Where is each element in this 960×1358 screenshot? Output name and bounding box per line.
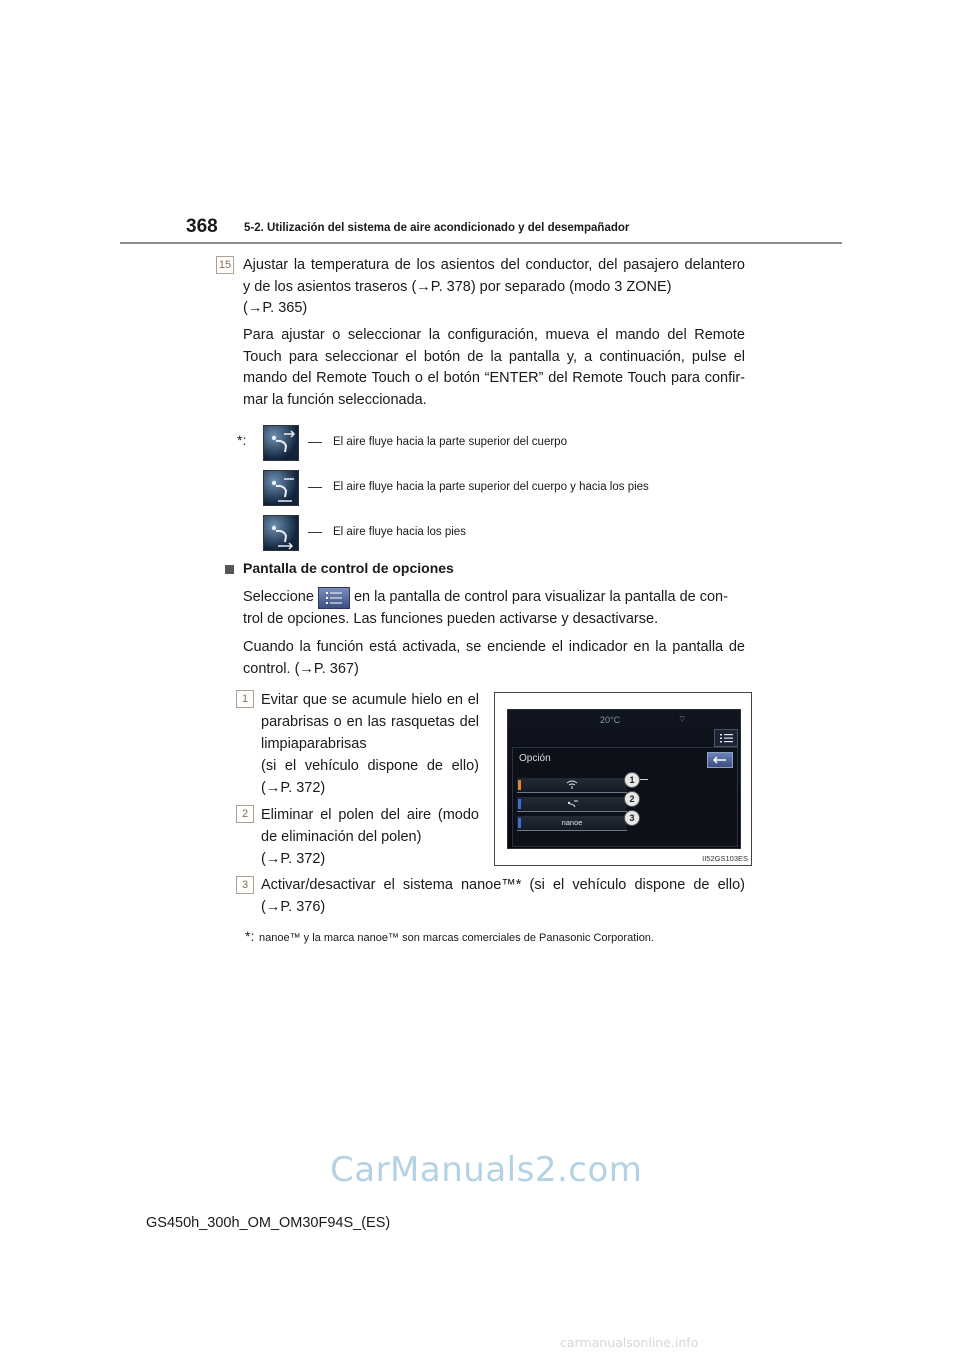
option-2-text: [261, 804, 479, 870]
item-15-line: (→P. 365): [243, 300, 308, 316]
airflow-dash: [308, 532, 322, 533]
panel-row-pollen: [517, 797, 627, 812]
option-1-line: Evitar que se acumule hielo en el: [261, 692, 479, 708]
callout-1: 1: [624, 772, 640, 788]
option-2-line: Eliminar el polen del aire (modo: [261, 807, 479, 823]
options-line-4: control. (→P. 367): [243, 660, 359, 677]
airflow-text-upper-feet: El aire fluye hacia la parte superior del cuerpo y hacia los pies: [333, 481, 649, 493]
option-3-line: (→P. 376): [261, 898, 326, 915]
document-id: GS450h_300h_OM_OM30F94S_(ES): [146, 1215, 391, 1231]
instruction-line: mando del Remote Touch o el botón “ENTER” del Remote Touch para confir-: [243, 370, 745, 386]
trademark-footnote-star: *:: [245, 928, 255, 944]
item-15-text: [243, 255, 745, 320]
options-line-2: trol de opciones. Las funciones pueden activarse y desactivarse.: [243, 611, 659, 627]
callout-2: 2: [624, 791, 640, 807]
item-number-15: 15: [216, 256, 234, 274]
options-heading: Pantalla de control de opciones: [243, 560, 454, 576]
airflow-text-upper: El aire fluye hacia la parte superior del cuerpo: [333, 436, 567, 448]
airflow-footnote-star: *:: [237, 432, 247, 448]
trademark-footnote: nanoe™ y la marca nanoe™ son marcas comerciales de Panasonic Corporation.: [259, 932, 654, 944]
option-1-line: (→P. 372): [261, 780, 326, 796]
airflow-feet-icon: [263, 515, 299, 551]
options-line-3: Cuando la función está activada, se enciende el indicador en la pantalla de: [243, 639, 745, 655]
option-3-line: Activar/desactivar el sistema nanoe™* (si el vehículo dispone de ello): [261, 877, 745, 893]
option-2-line: (→P. 372): [261, 851, 326, 867]
instruction-line: mar la función seleccionada.: [243, 391, 427, 408]
airflow-dash: [308, 442, 322, 443]
screen-temperature: 20°C: [600, 715, 621, 725]
options-indicator-text: [243, 637, 745, 680]
option-1-text: [261, 689, 479, 799]
options-line-1-after: en la pantalla de control para visualizar la pantalla de con-: [353, 589, 728, 606]
indicator-led: [518, 799, 521, 809]
airflow-text-feet: El aire fluye hacia los pies: [333, 526, 466, 538]
indicator-led: [518, 780, 521, 790]
back-arrow-icon: [707, 752, 733, 768]
options-list-icon: [318, 587, 350, 609]
instruction-line: Para ajustar o seleccionar la configuración, mueva el mando del Remote: [243, 327, 745, 343]
airflow-dash: [308, 487, 322, 488]
option-3-text: [261, 875, 745, 918]
screen-status-bar: [508, 710, 740, 730]
bottom-url: carmanualsonline.info: [560, 1335, 699, 1350]
options-intro: [243, 587, 745, 631]
option-2-line: de eliminación del polen): [261, 829, 422, 845]
pollen-removal-icon: [565, 799, 579, 809]
option-1-line: (si el vehículo dispone de ello): [261, 758, 479, 774]
nanoe-label: nanoe: [561, 818, 583, 827]
instruction-line: Touch para seleccionar el botón de la pantalla y, a continuación, pulse el: [243, 348, 745, 365]
panel-title: Opción: [519, 753, 551, 764]
option-number-1: 1: [236, 690, 254, 708]
option-1-line: parabrisas o en las rasquetas del: [261, 714, 479, 730]
airflow-upper-body-feet-icon: [263, 470, 299, 506]
page-number: 368: [186, 216, 218, 237]
watermark: CarManuals2.com: [330, 1150, 643, 1190]
callout-3: 3: [624, 810, 640, 826]
item-15-instruction: [243, 325, 745, 411]
section-title: 5-2. Utilización del sistema de aire acondicionado y del desempañador: [244, 222, 630, 234]
option-number-2: 2: [236, 805, 254, 823]
options-line-1-before: Seleccione: [243, 589, 314, 606]
header-divider: [120, 242, 842, 244]
item-15-line: Ajustar la temperatura de los asientos del conductor, del pasajero delantero: [243, 257, 745, 273]
option-screen-illustration: [494, 692, 752, 866]
defroster-icon: [565, 780, 579, 790]
square-bullet-icon: [225, 565, 234, 574]
airflow-upper-body-icon: [263, 425, 299, 461]
option-1-line: limpiaparabrisas: [261, 736, 367, 752]
options-line-1: [243, 587, 745, 609]
wifi-icon: ⌔: [678, 714, 687, 724]
image-code: II52GS103ES: [702, 854, 748, 863]
item-15-line: y de los asientos traseros (→P. 378) por separado (modo 3 ZONE): [243, 278, 672, 295]
panel-row-nanoe: [517, 816, 627, 831]
panel-row-defroster: [517, 778, 627, 793]
option-number-3: 3: [236, 876, 254, 894]
menu-list-icon: [714, 729, 738, 747]
indicator-led: [518, 818, 521, 828]
